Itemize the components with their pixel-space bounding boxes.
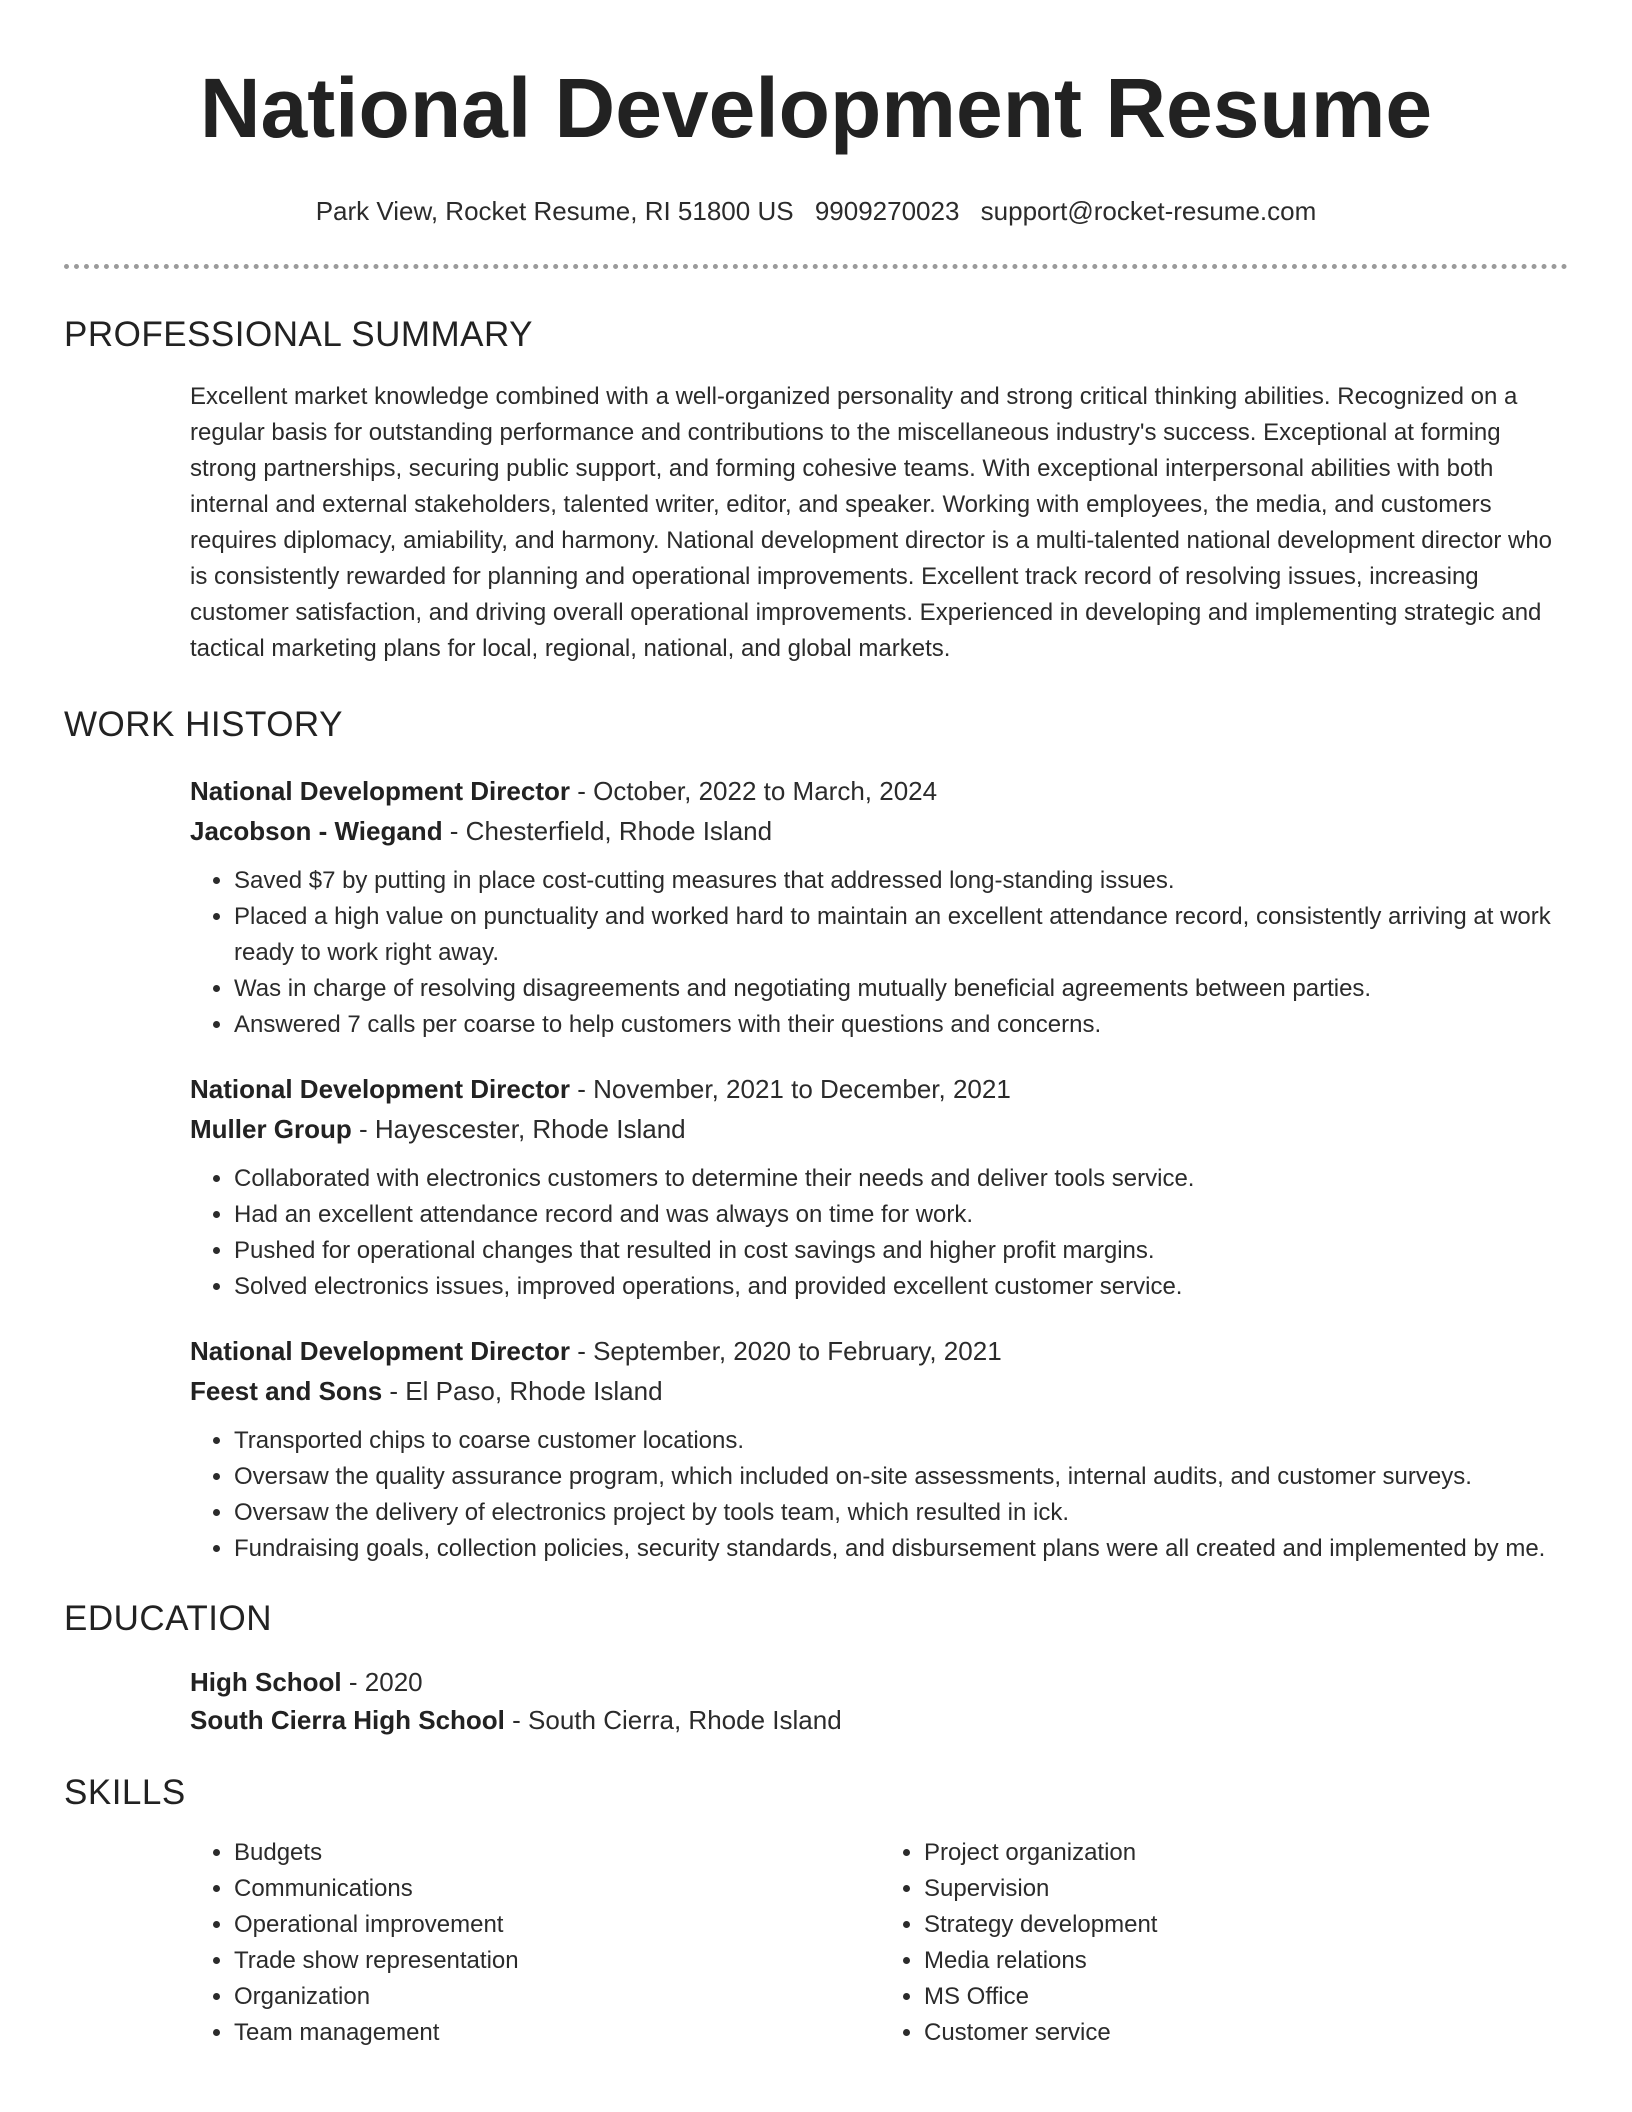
skill-item: • Organization [234,1979,880,2015]
education-school-line [190,1701,1570,1739]
job-bullet: • Answered 7 calls per coarse to help customers with their questions and concerns. [234,1007,1570,1043]
resume-name: National Development Resume [199,61,1433,155]
summary-text: Excellent market knowledge combined with a well-organized personality and strong critical thinking abilities. Recognized on a regular basis for outstanding performance and contributions to the miscellaneous industry's success. Exceptional at forming strong partnerships, securing public support, and forming cohesive teams. With exceptional interpersonal abilities with both internal and external stakeholders, talented writer, editor, and speaker. Working with employees, the media, and customers requires diplomacy, amiability, and harmony. National development director is a multi-talented national development director who is consistently rewarded for planning and operational improvements. Excellent track record of resolving issues, increasing customer satisfaction, and driving overall operational improvements. Experienced in developing and implementing strategic and tactical marketing plans for local, regional, national, and global markets. [190,383,1553,662]
summary-section [0,313,1632,667]
education-degree-line [190,1663,1570,1701]
contact-phone: 9909270023 [814,196,960,226]
job-title: National Development Director [190,1074,570,1104]
job-bullets [190,1423,1570,1567]
contact-address: Park View, Rocket Resume, RI 51800 US [315,196,794,226]
job-bullet: • Fundraising goals, collection policies, security standards, and disbursement plans were all created and implemented by me. [234,1531,1570,1567]
skills-section [0,1771,1632,2051]
summary-heading: PROFESSIONAL SUMMARY [64,315,533,354]
job-title: National Development Director [190,776,570,806]
job-bullet: • Collaborated with electronics customers to determine their needs and deliver tools service. [234,1161,1570,1197]
contact-line [0,194,1632,228]
job-bullet: • Oversaw the quality assurance program, which included on-site assessments, internal audits, and customer surveys. [234,1459,1570,1495]
work-history-section [0,703,1632,1567]
skill-item: • Communications [234,1871,880,1907]
job-bullet: • Pushed for operational changes that resulted in cost savings and higher profit margins. [234,1233,1570,1269]
contact-email: support@rocket-resume.com [980,196,1317,226]
education-school: South Cierra High School [190,1705,505,1735]
skill-item: • Supervision [924,1871,1570,1907]
job-bullet: • Placed a high value on punctuality and worked hard to maintain an excellent attendance record, consistently arriving at work ready to work right away. [234,899,1570,971]
skills-column-right [880,1835,1570,2051]
job-bullet: • Transported chips to coarse customer locations. [234,1423,1570,1459]
skill-item: • Trade show representation [234,1943,880,1979]
skill-item: • Operational improvement [234,1907,880,1943]
resume-header [0,0,1632,228]
job-entry [190,1331,1570,1567]
company-name: Muller Group [190,1114,352,1144]
skill-item: • MS Office [924,1979,1570,2015]
job-dates: - September, 2020 to February, 2021 [569,1336,1002,1366]
job-bullet: • Was in charge of resolving disagreements and negotiating mutually beneficial agreements between parties. [234,971,1570,1007]
job-title: National Development Director [190,1336,570,1366]
company-line [190,1371,1570,1411]
skill-item: • Team management [234,2015,880,2051]
skill-item: • Media relations [924,1943,1570,1979]
company-location: - Chesterfield, Rhode Island [442,816,773,846]
job-bullets [190,1161,1570,1305]
job-bullets [190,863,1570,1043]
education-heading: EDUCATION [64,1599,273,1638]
job-title-line [190,1331,1570,1371]
skills-column-left [190,1835,880,2051]
company-line [190,1109,1570,1149]
education-year: - 2020 [341,1667,423,1697]
education-location: - South Cierra, Rhode Island [504,1705,842,1735]
job-bullet: • Had an excellent attendance record and was always on time for work. [234,1197,1570,1233]
job-dates: - November, 2021 to December, 2021 [569,1074,1011,1104]
education-degree: High School [190,1667,342,1697]
company-location: - Hayescester, Rhode Island [351,1114,686,1144]
job-bullet: • Solved electronics issues, improved operations, and provided excellent customer service. [234,1269,1570,1305]
job-entry [190,771,1570,1043]
job-bullet: • Saved $7 by putting in place cost-cutting measures that addressed long-standing issues. [234,863,1570,899]
job-title-line [190,1069,1570,1109]
job-title-line [190,771,1570,811]
work-history-heading: WORK HISTORY [64,705,343,744]
company-name: Jacobson - Wiegand [190,816,443,846]
skills-list [190,1835,1570,2051]
skill-item: • Budgets [234,1835,880,1871]
skills-heading: SKILLS [64,1773,186,1812]
education-section [0,1597,1632,1739]
job-dates: - October, 2022 to March, 2024 [569,776,938,806]
company-line [190,811,1570,851]
job-entry [190,1069,1570,1305]
header-divider [64,264,1568,269]
company-location: - El Paso, Rhode Island [382,1376,663,1406]
job-bullet: • Oversaw the delivery of electronics project by tools team, which resulted in ick. [234,1495,1570,1531]
skill-item: • Customer service [924,2015,1570,2051]
skill-item: • Project organization [924,1835,1570,1871]
skill-item: • Strategy development [924,1907,1570,1943]
company-name: Feest and Sons [190,1376,383,1406]
